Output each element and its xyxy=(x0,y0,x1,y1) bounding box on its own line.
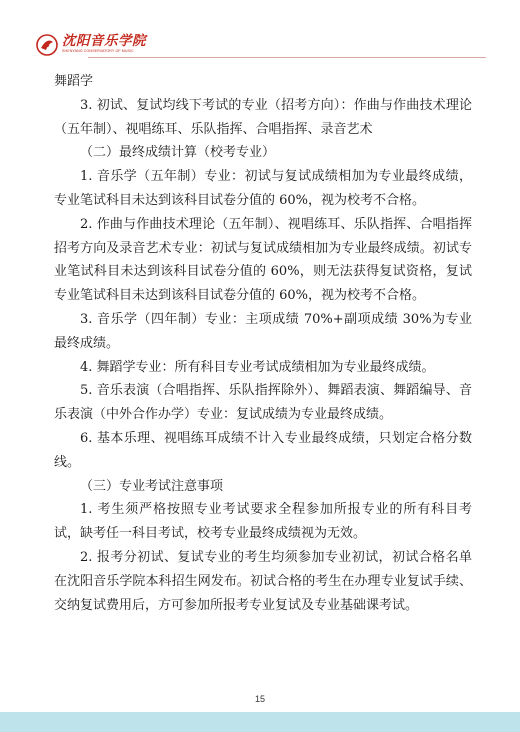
footer-band xyxy=(0,712,520,732)
section-heading-final-score: （二）最终成绩计算（校考专业） xyxy=(80,145,276,161)
paragraph-musicology-four-year: 3. 音乐学（四年制）专业：主项成绩 70%+副项成绩 30%为专业最终成绩。 xyxy=(54,311,472,351)
logo-title: 沈阳音乐学院 xyxy=(62,33,146,49)
paragraph-composition-majors: 2. 作曲与作曲技术理论（五年制）、视唱练耳、乐队指挥、合唱指挥招考方向及录音艺术专业：初试与复试成绩相加为专业最终成绩。初试专业笔试科目未达到该科目试卷分值的 60%，则无法获得复试资格，复试专业笔试科目未达到该科目试卷分值的 60%，视为校考不合格。 xyxy=(54,216,472,304)
school-logo xyxy=(36,34,146,56)
section-heading-exam-notes: （三）专业考试注意事项 xyxy=(80,478,224,494)
logo-subtitle: SHENYANG CONSERVATORY OF MUSIC xyxy=(62,49,134,53)
paragraph-offline-exam-majors: 3. 初试、复试均线下考试的专业（招考方向）：作曲与作曲技术理论（五年制）、视唱练耳、乐队指挥、合唱指挥、录音艺术 xyxy=(54,97,472,137)
paragraph-performance-majors: 5. 音乐表演（合唱指挥、乐队指挥除外）、舞蹈表演、舞蹈编导、音乐表演（中外合作办学）专业：复试成绩为专业最终成绩。 xyxy=(54,383,472,423)
paragraph-basic-theory: 6. 基本乐理、视唱练耳成绩不计入专业最终成绩，只划定合格分数线。 xyxy=(54,430,472,470)
paragraph-dance-studies: 4. 舞蹈学专业：所有科目专业考试成绩相加为专业最终成绩。 xyxy=(80,359,435,375)
paragraph-preliminary-exam-rule: 2. 报考分初试、复试专业的考生均须参加专业初试，初试合格名单在沈阳音乐学院本科招生网发布。初试合格的考生在办理专业复试手续、交纳复试费用后，方可参加所报考专业复试及专业基础课考试。 xyxy=(54,549,472,613)
page-number: 15 xyxy=(254,694,265,704)
page-header xyxy=(0,0,520,64)
header-divider xyxy=(88,57,486,58)
document-body xyxy=(54,70,472,617)
school-emblem-icon xyxy=(36,34,58,56)
paragraph-musicology-five-year: 1. 音乐学（五年制）专业：初试与复试成绩相加为专业最终成绩，专业笔试科目未达到该科目试卷分值的 60%，视为校考不合格。 xyxy=(54,169,472,208)
paragraph-continuation: 舞蹈学 xyxy=(54,74,94,89)
paragraph-attendance-rule: 1. 考生须严格按照专业考试要求全程参加所报专业的所有科目考试，缺考任一科目考试，校考专业最终成绩视为无效。 xyxy=(54,502,472,542)
